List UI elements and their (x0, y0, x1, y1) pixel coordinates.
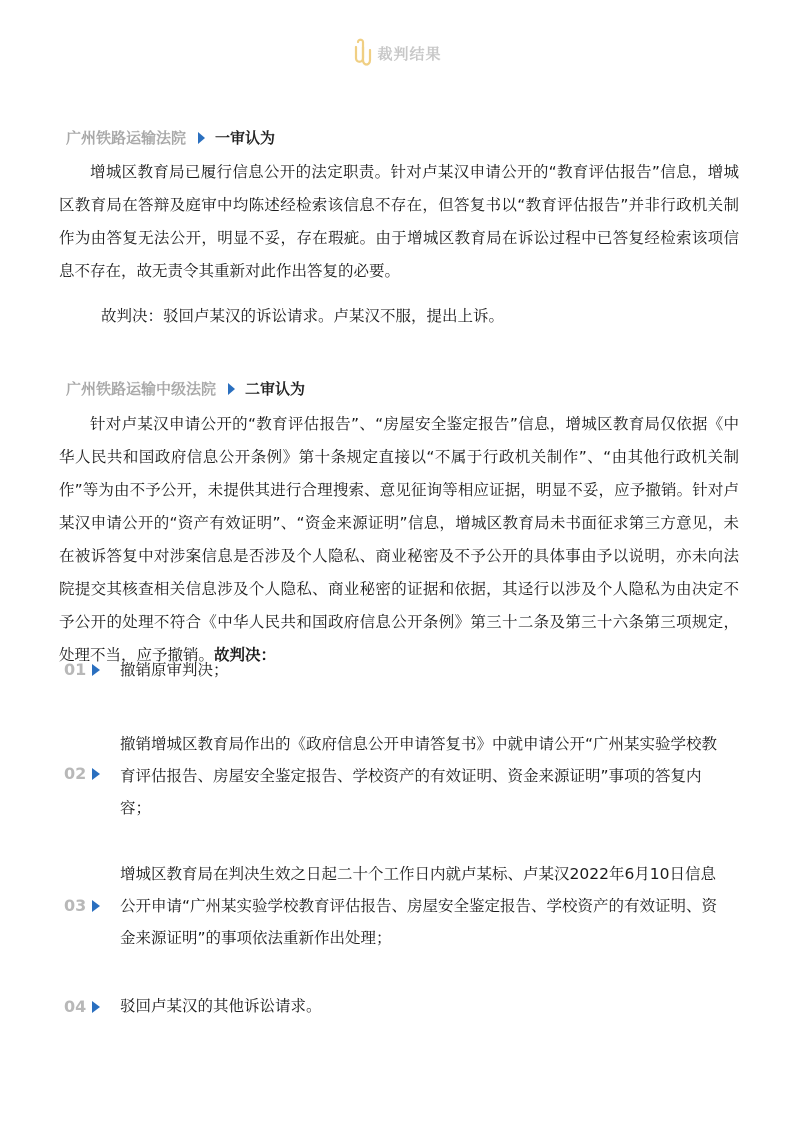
second-instance-heading (66, 378, 305, 399)
triangle-right-icon (92, 768, 100, 780)
triangle-right-icon (92, 900, 100, 912)
item-text: 驳回卢某汉的其他诉讼请求。 (120, 997, 322, 1015)
item-number: 03 (64, 896, 100, 915)
triangle-right-icon (92, 664, 100, 676)
triangle-right-icon (198, 132, 205, 144)
triangle-right-icon (228, 383, 235, 395)
first-instance-court: 广州铁路运输法院 (66, 129, 187, 147)
second-instance-stage: 二审认为 (245, 380, 306, 398)
item-number: 02 (64, 764, 100, 783)
first-instance-heading (66, 127, 275, 148)
second-instance-judgment-lead: 故判决： (214, 646, 277, 664)
second-instance-court: 广州铁路运输中级法院 (66, 380, 217, 398)
item-text: 撤销增城区教育局作出的《政府信息公开申请答复书》中就申请公开“广州某实验学校教育评估报告、房屋安全鉴定报告、学校资产的有效证明、资金来源证明”事项的答复内容； (120, 735, 718, 817)
paperclip-icon (351, 38, 373, 68)
section-title: 裁判结果 (377, 44, 442, 63)
item-number: 01 (64, 660, 100, 679)
second-instance-paragraph-text: 针对卢某汉申请公开的“教育评估报告”、“房屋安全鉴定报告”信息，增城区教育局仅依据《中华人民共和国政府信息公开条例》第十条规定直接以“不属于行政机关制作”、“由其他行政机关制作”等为由不予公开，未提供其进行合理搜索、意见征询等相应证据，明显不妥，应予撤销。针对卢某汉申请公开的“资产有效证明”、“资金来源证明”信息，增城区教育局未书面征求第三方意见，未在被诉答复中对涉案信息是否涉及个人隐私、商业秘密及不予公开的具体事由予以说明，亦未向法院提交其核查相关信息涉及个人隐私、商业秘密的证据和依据，其迳行以涉及个人隐私为由决定不予公开的处理不符合《中华人民共和国政府信息公开条例》第三十二条及第三十六条第三项规定，处理不当，应予撤销。 (59, 415, 739, 664)
section-header (0, 38, 793, 68)
item-text: 增城区教育局在判决生效之日起二十个工作日内就卢某标、卢某汉2022年6月10日信息公开申请“广州某实验学校教育评估报告、房屋安全鉴定报告、学校资产的有效证明、资金来源证明”的事项依法重新作出处理； (120, 865, 718, 947)
second-instance-paragraph (59, 408, 739, 672)
item-number: 04 (64, 997, 100, 1016)
first-instance-judgment: 故判决：驳回卢某汉的诉讼请求。卢某汉不服，提出上诉。 (101, 307, 505, 325)
first-instance-stage: 一审认为 (215, 129, 276, 147)
first-instance-paragraph: 增城区教育局已履行信息公开的法定职责。针对卢某汉申请公开的“教育评估报告”信息，增城区教育局在答辩及庭审中均陈述经检索该信息不存在，但答复书以“教育评估报告”并非行政机关制作为由答复无法公开，明显不妥，存在瑕疵。由于增城区教育局在诉讼过程中已答复经检索该项信息不存在，故无责令其重新对此作出答复的必要。 (59, 163, 739, 280)
item-text: 撤销原审判决； (120, 661, 229, 679)
triangle-right-icon (92, 1001, 100, 1013)
